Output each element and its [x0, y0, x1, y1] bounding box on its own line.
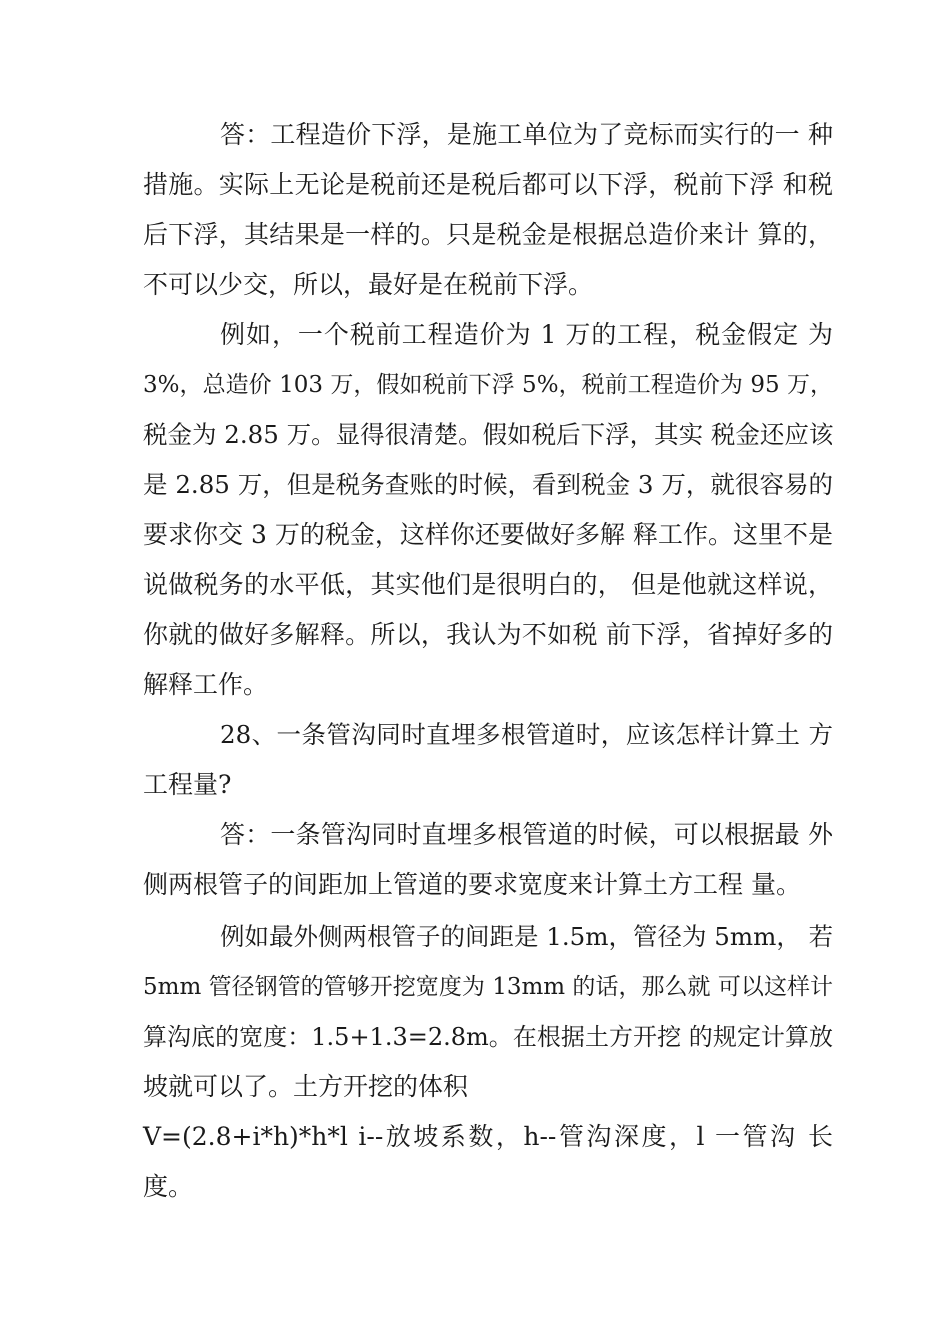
paragraph-2-line-2: 3%，总造价 103 万，假如税前下浮 5%，税前工程造价为 95 万，	[143, 372, 833, 398]
paragraph-1-line-2: 措施。实际上无论是税前还是税后都可以下浮，税前下浮 和税	[143, 170, 833, 199]
paragraph-5-line-1: 例如最外侧两根管子的间距是 1.5m，管径为 5mm， 若	[220, 922, 834, 951]
paragraph-3-line-1: 28、一条管沟同时直埋多根管道时，应该怎样计算土 方	[220, 720, 833, 749]
paragraph-1-line-3: 后下浮，其结果是一样的。只是税金是根据总造价来计 算的，	[143, 220, 833, 249]
paragraph-2-line-4: 是 2.85 万，但是税务查账的时候，看到税金 3 万，就很容易的	[143, 470, 833, 499]
paragraph-5-line-2: 5mm 管径钢管的管够开挖宽度为 13mm 的话，那么就 可以这样计	[143, 974, 833, 1000]
paragraph-3-line-2: 工程量?	[143, 770, 232, 799]
paragraph-4-line-1: 答：一条管沟同时直埋多根管道的时候，可以根据最 外	[220, 820, 833, 849]
paragraph-4-line-2: 侧两根管子的间距加上管道的要求宽度来计算土方工程 量。	[143, 870, 801, 899]
paragraph-1-line-1: 答：工程造价下浮，是施工单位为了竞标而实行的一 种	[220, 120, 833, 149]
paragraph-2-line-8: 解释工作。	[143, 670, 269, 699]
paragraph-2-line-1: 例如，一个税前工程造价为 1 万的工程，税金假定 为	[220, 320, 833, 349]
paragraph-2-line-6: 说做税务的水平低，其实他们是很明白的， 但是他就这样说，	[143, 570, 833, 599]
paragraph-5-line-3: 算沟底的宽度：1.5+1.3=2.8m。在根据土方开挖 的规定计算放	[143, 1023, 833, 1051]
paragraph-1-line-4: 不可以少交，所以，最好是在税前下浮。	[143, 270, 594, 299]
paragraph-2-line-5: 要求你交 3 万的税金，这样你还要做好多解 释工作。这里不是	[143, 520, 833, 549]
paragraph-2-line-3: 税金为 2.85 万。显得很清楚。假如税后下浮，其实 税金还应该	[143, 420, 834, 449]
paragraph-6-line-2: 度。	[143, 1172, 194, 1201]
paragraph-6-line-1: V=(2.8+i*h)*h*l i--放坡系数，h--管沟深度，l 一管沟 长	[143, 1122, 833, 1151]
paragraph-5-line-4: 坡就可以了。土方开挖的体积	[143, 1072, 469, 1101]
paragraph-2-line-7: 你就的做好多解释。所以，我认为不如税 前下浮，省掉好多的	[143, 620, 833, 649]
